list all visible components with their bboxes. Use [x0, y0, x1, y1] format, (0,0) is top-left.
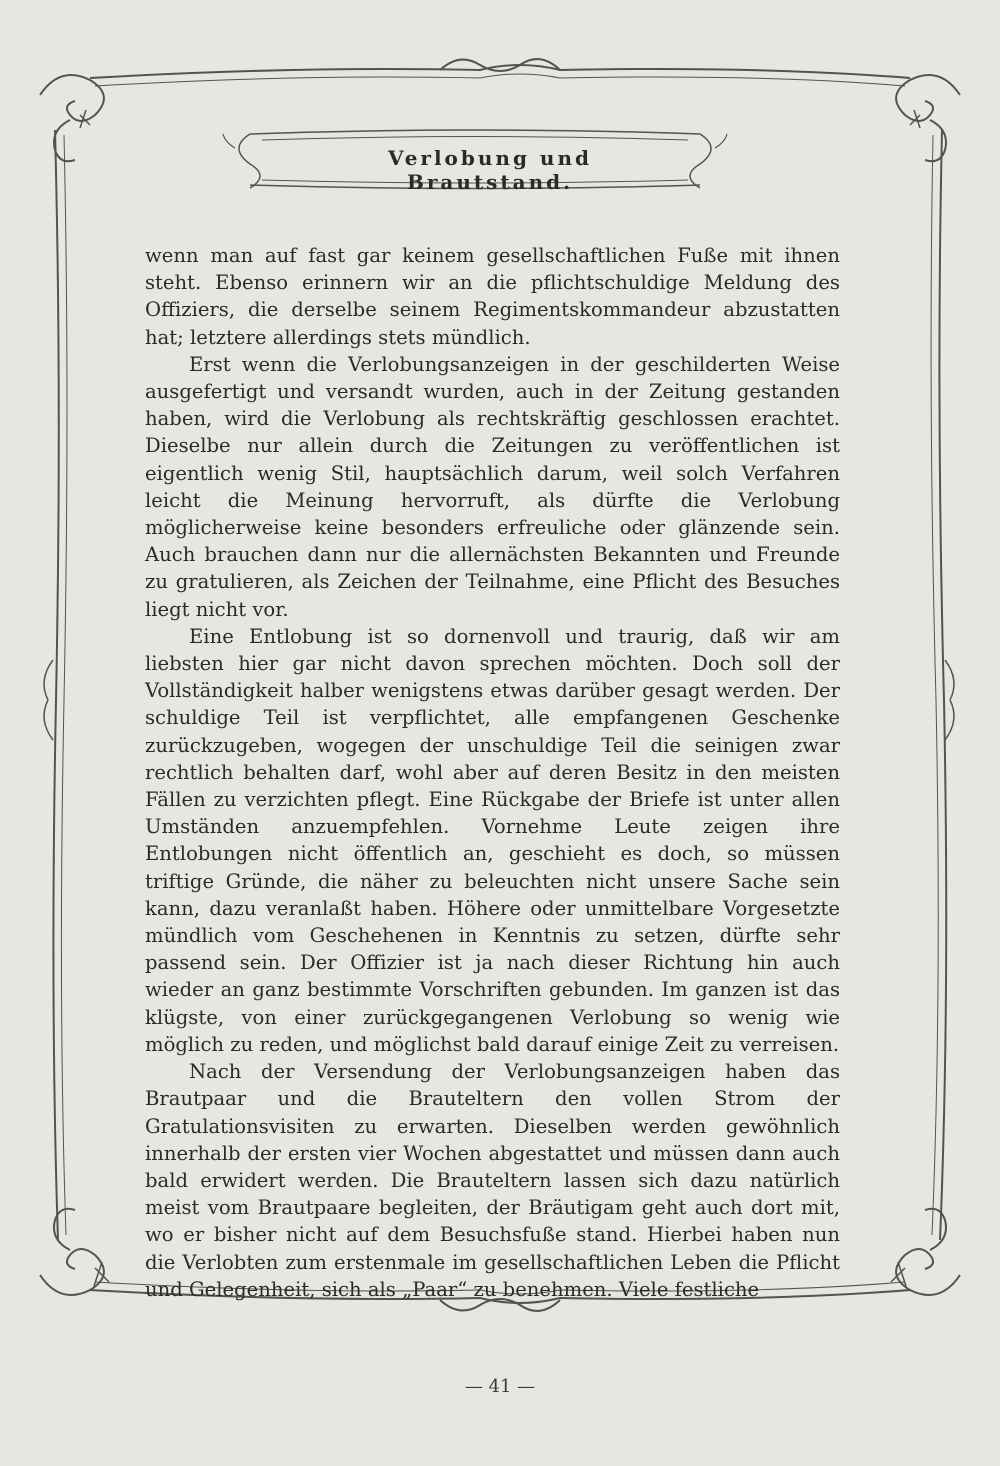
paragraph: wenn man auf fast gar keinem gesellschaftlichen Fuße mit ihnen steht. Ebenso erinnern wir an die pflichtschuldige Meldung des Offiziers, die derselbe seinem Regimentskommandeur abzustatten hat; letztere allerdings stets mündlich. — [145, 244, 840, 349]
paragraph: Nach der Versendung der Verlobungsanzeigen haben das Brautpaar und die Brauteltern den vollen Strom der Gratulationsvisiten zu erwarten. Dieselben werden gewöhnlich innerhalb der ersten vier Wochen abgestattet und müssen dann auch bald erwidert werden. Die Brauteltern lassen sich dazu natürlich meist vom Brautpaare begleiten, der Bräutigam geht auch dort mit, wo er bisher nicht auf dem Besuchsfuße stand. Hierbei haben nun die Verlobten zum erstenmale im gesellschaftlichen Leben die Pflicht und Gelegenheit, sich als „Paar“ zu benehmen. Viele festliche — [145, 1060, 840, 1301]
running-head: Verlobung und Brautstand. — [388, 146, 592, 194]
paragraph: Erst wenn die Verlobungsanzeigen in der geschilderten Weise ausgefertigt und versandt wurden, auch in der Zeitung gestanden haben, wird die Verlobung als rechtskräftig geschlossen erachtet. Dieselbe nur allein durch die Zeitungen zu veröffentlichen ist eigentlich wenig Stil, hauptsächlich darum, weil solch Verfahren leicht die Meinung hervorruft, als dürfte die Verlobung möglicherweise keine besonders erfreuliche oder glänzende sein. Auch brauchen dann nur die allernächsten Bekannten und Freunde zu gratulieren, als Zeichen der Teilnahme, eine Pflicht des Besuches liegt nicht vor. — [145, 352, 840, 621]
paragraph: Eine Entlobung ist so dornenvoll und traurig, daß wir am liebsten hier gar nicht davon sprechen möchten. Doch soll der Vollständigkeit halber wenigstens etwas darüber gesagt werden. Der schuldige Teil ist verpflichtet, alle empfangenen Geschenke zurückzugeben, wogegen der unschuldige Teil die seinigen zwar rechtlich behalten darf, wohl aber auf deren Besitz in den meisten Fällen zu verzichten pflegt. Eine Rückgabe der Briefe ist unter allen Umständen anzuempfehlen. Vornehme Leute zeigen ihre Entlobungen nicht öffentlich an, geschieht es doch, so müssen triftige Gründe, die näher zu beleuchten nicht unsere Sache sein kann, dazu veranlaßt haben. Höhere oder unmittelbare Vorgesetzte mündlich vom Geschehenen in Kenntnis zu setzen, dürfte sehr passend sein. Der Offizier ist ja nach dieser Richtung hin auch wieder an ganz bestimmte Vorschriften gebunden. Im ganzen ist das klügste, von einer zurückgegangenen Verlobung so wenig wie möglich zu reden, und möglichst bald darauf einige Zeit zu verreisen. — [145, 624, 840, 1056]
corner-ornament-top-right — [896, 75, 960, 161]
page-number: — 41 — — [464, 1376, 536, 1397]
frame-left-border — [53, 130, 58, 1240]
corner-ornament-top-left — [40, 75, 104, 161]
frame-right-border — [939, 130, 946, 1240]
corner-ornament-bottom-right — [896, 1209, 960, 1295]
corner-ornament-bottom-left — [40, 1209, 104, 1295]
body-text — [145, 242, 840, 1303]
